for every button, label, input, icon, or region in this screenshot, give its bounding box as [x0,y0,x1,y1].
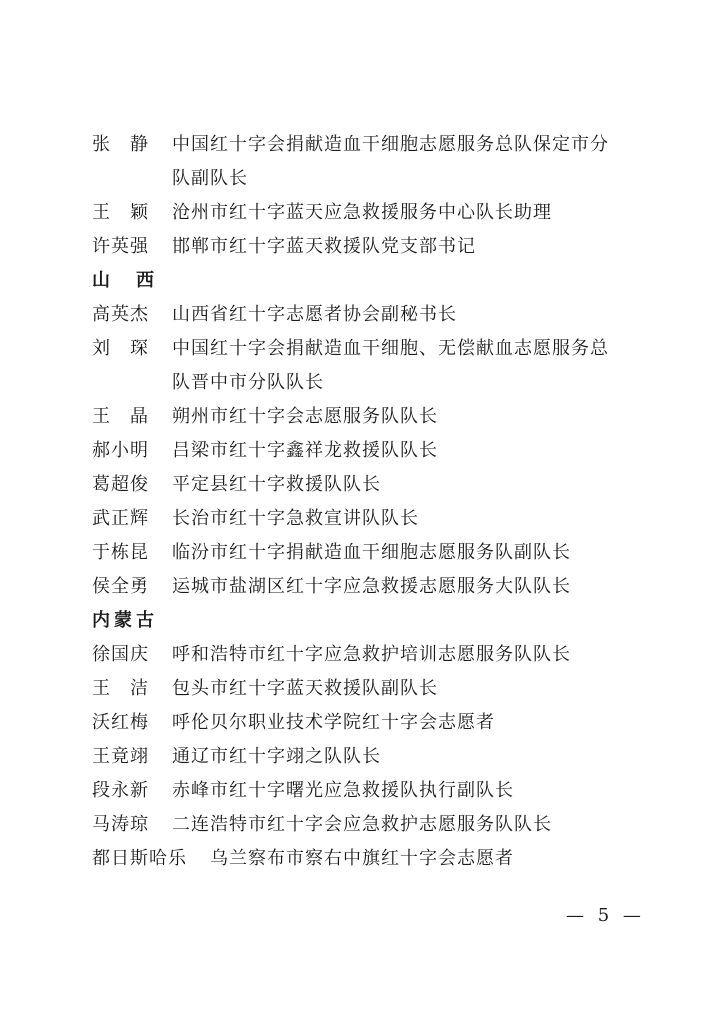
person-title: 运城市盐湖区红十字应急救援志愿服务大队队长 [172,576,571,597]
person-name: 王竟翊 [92,746,149,767]
list-item [92,638,652,672]
person-name: 侯全勇 [92,576,149,597]
person-name: 武正辉 [92,508,149,529]
person-title: 沧州市红十字蓝天应急救援服务中心队长助理 [172,202,552,223]
person-title: 朔州市红十字会志愿服务队队长 [172,406,438,427]
list-item [92,842,652,876]
person-name: 都日斯哈乐 [92,848,187,869]
person-name: 王 晶 [92,406,149,427]
person-title: 长治市红十字急救宣讲队队长 [172,508,419,529]
person-name: 沃红梅 [92,712,149,733]
person-title: 山西省红十字志愿者协会副秘书长 [172,304,457,325]
person-title: 乌兰察布市察右中旗红十字会志愿者 [210,848,514,869]
list-item [92,434,652,468]
list-item [92,706,652,740]
person-name: 马涛琼 [92,814,149,835]
person-title: 邯郸市红十字蓝天救援队党支部书记 [172,236,476,257]
person-name: 许英强 [92,236,149,257]
person-title: 通辽市红十字翊之队队长 [172,746,381,767]
person-name: 高英杰 [92,304,149,325]
person-title: 中国红十字会捐献造血干细胞、无偿献血志愿服务总队晋中市分队队长 [172,338,609,393]
person-name: 郝小明 [92,440,149,461]
list-item [92,774,652,808]
person-name: 段永新 [92,780,149,801]
list-item [92,536,652,570]
person-name: 刘 琛 [92,338,149,359]
list-item [92,196,652,230]
list-item [92,128,652,196]
list-item [92,808,652,842]
person-title: 临汾市红十字捐献造血干细胞志愿服务队副队长 [172,542,571,563]
person-name: 葛超俊 [92,474,149,495]
person-title: 呼和浩特市红十字应急救护培训志愿服务队队长 [172,644,571,665]
volunteer-list [92,128,652,876]
person-name: 王 颖 [92,202,149,223]
person-name: 于栋昆 [92,542,149,563]
list-item [92,400,652,434]
region-heading-neimenggu: 内蒙古 [92,610,158,631]
list-item [92,570,652,604]
list-item [92,332,652,400]
person-name: 徐国庆 [92,644,149,665]
person-title: 赤峰市红十字曙光应急救援队执行副队长 [172,780,514,801]
person-name: 张 静 [92,134,149,155]
list-item [92,502,652,536]
list-item [92,672,652,706]
page-number: — 5 — [566,905,645,926]
list-item [92,230,652,264]
person-title: 二连浩特市红十字会应急救护志愿服务队队长 [172,814,552,835]
list-item [92,298,652,332]
person-title: 平定县红十字救援队队长 [172,474,381,495]
person-title: 包头市红十字蓝天救援队副队长 [172,678,438,699]
list-item [92,468,652,502]
person-title: 中国红十字会捐献造血干细胞志愿服务总队保定市分队副队长 [172,134,609,189]
region-heading-shanxi: 山 西 [92,270,158,291]
person-title: 呼伦贝尔职业技术学院红十字会志愿者 [172,712,495,733]
person-title: 吕梁市红十字鑫祥龙救援队队长 [172,440,438,461]
person-name: 王 洁 [92,678,149,699]
list-item [92,740,652,774]
